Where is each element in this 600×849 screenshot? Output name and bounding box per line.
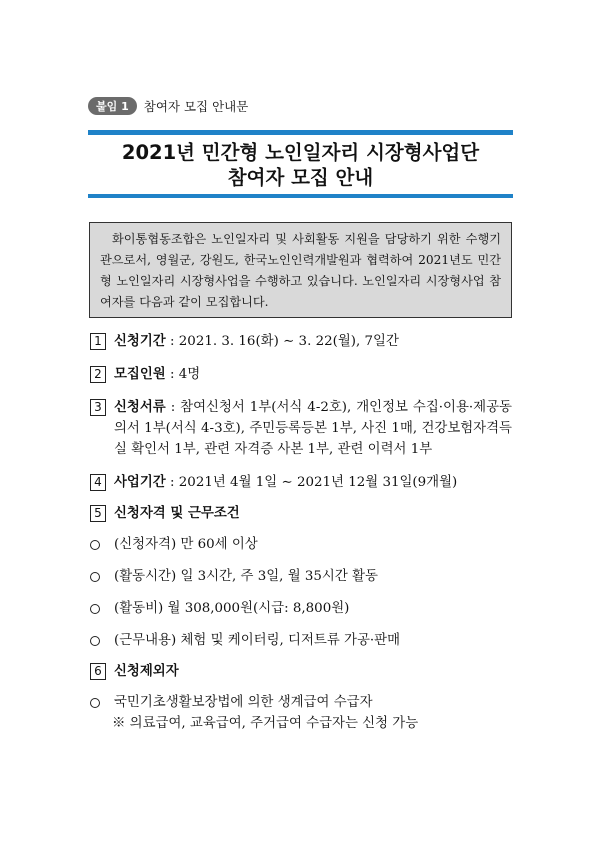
item-application-period: [90, 331, 520, 352]
intro-text: 화이통협동조합은 노인일자리 및 사회활동 지원을 담당하기 위한 수행기관으로서, 영월군, 강원도, 한국노인인력개발원과 협력하여 2021년도 민간형 노인일자리 시장형사업을 수행하고 있습니다. 노인일자리 시장형사업 참여자를 다음과 같이 모집합니다.: [100, 232, 501, 309]
item-number: 2: [90, 366, 106, 383]
item-separator: :: [165, 334, 179, 349]
item-label: 모집인원: [114, 367, 166, 382]
item-label: 사업기간: [114, 475, 166, 490]
item-label: 신청제외자: [114, 664, 179, 679]
title-rule-top: [88, 130, 513, 135]
condition-item: (신청자격) 만 60세 이상: [90, 534, 520, 555]
item-qualifications: [90, 503, 520, 524]
item-value: 참여신청서 1부(서식 4-2호), 개인정보 수집·이용·제공동의서 1부(서식 4-3호), 주민등록등본 1부, 사진 1매, 건강보험자격득실 확인서 1부, 관련 자격증 사본 1부, 관련 이력서 1부: [114, 400, 512, 457]
condition-item: (근무내용) 체험 및 케이터링, 디저트류 가공·판매: [90, 630, 520, 651]
item-value: 2021. 3. 16(화) ∼ 3. 22(월), 7일간: [178, 334, 399, 349]
item-number: 1: [90, 333, 106, 350]
item-recruit-count: [90, 364, 520, 385]
condition-item: (활동비) 월 308,000원(시급: 8,800원): [90, 598, 520, 619]
item-number: 3: [90, 399, 106, 416]
exclusion-item: 국민기초생활보장법에 의한 생계급여 수급자: [90, 692, 520, 713]
item-label: 신청서류: [114, 400, 166, 415]
item-number: 4: [90, 474, 106, 491]
title-line-1: 2021년 민간형 노인일자리 시장형사업단: [121, 141, 480, 164]
item-separator: :: [165, 367, 179, 382]
condition-item: (활동시간) 일 3시간, 주 3일, 월 35시간 활동: [90, 566, 520, 587]
item-value: 4명: [178, 367, 201, 382]
intro-box: [89, 222, 512, 318]
bullet-circle-icon: [90, 540, 100, 550]
item-exclusions: [90, 661, 520, 682]
bullet-circle-icon: [90, 698, 100, 708]
info-list: [90, 331, 520, 734]
item-number: 5: [90, 505, 106, 522]
item-label: 신청자격 및 근무조건: [114, 506, 240, 521]
bullet-circle-icon: [90, 572, 100, 582]
attachment-badge: 붙임 1: [88, 97, 137, 115]
item-required-documents: [90, 397, 520, 460]
title-rule-bottom: [88, 194, 513, 198]
item-project-period: [90, 472, 520, 493]
item-separator: :: [165, 400, 181, 415]
attachment-text: 참여자 모집 안내문: [143, 99, 249, 114]
item-label: 신청기간: [114, 334, 166, 349]
item-separator: :: [165, 475, 179, 490]
bullet-circle-icon: [90, 604, 100, 614]
exclusion-note: ※ 의료급여, 교육급여, 주거급여 수급자는 신청 가능: [112, 716, 419, 731]
item-value: 2021년 4월 1일 ∼ 2021년 12월 31일(9개월): [178, 475, 458, 490]
title-line-2: 참여자 모집 안내: [227, 166, 374, 189]
item-number: 6: [90, 663, 106, 680]
page-title: [88, 140, 513, 190]
attachment-header: [88, 97, 248, 115]
bullet-circle-icon: [90, 636, 100, 646]
